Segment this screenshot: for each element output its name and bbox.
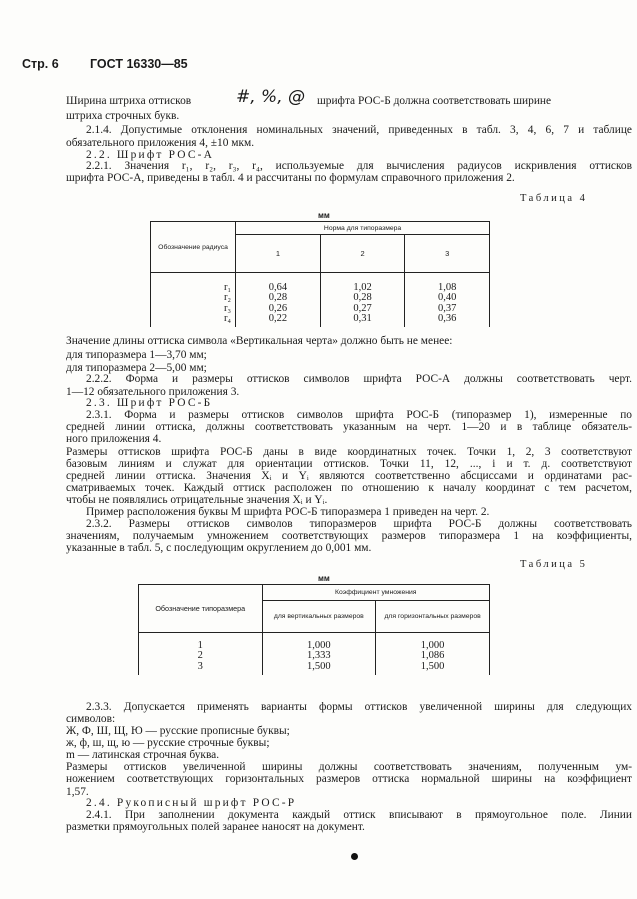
table-4-col-label: Обозначение радиуса <box>151 222 236 273</box>
table-row: r₂ 0,28 0,28 0,40 <box>151 293 490 304</box>
para-2-3-3-line5: m — латинская строчная буква. <box>66 749 220 761</box>
table-5-group-label: Коэффициент умножения <box>262 585 490 601</box>
table-5-unit: мм <box>318 574 330 583</box>
table-4 <box>150 221 490 327</box>
table-5-sub-horizontal: для горизонтальных размеров <box>376 601 490 633</box>
para-2-3-2-line3: указанные в табл. 5, с последующим округлением до 0,001 мм. <box>66 542 372 554</box>
para-2-3-1-line9: Пример расположения буквы М шрифта РОС-Б типоразмера 1 приведен на черт. 2. <box>86 506 490 518</box>
para-2-3-3-line7: ножением соответствующих горизонтальных размеров оттиска нормальной ширины на коэффициент <box>66 773 632 785</box>
table-row: r₁ 0,64 1,02 1,08 <box>151 283 490 294</box>
table-row: 3 1,500 1,500 <box>139 662 490 673</box>
table-row: 2 1,333 1,086 <box>139 651 490 662</box>
section-2-3-title: 2.3. Шрифт РОС-Б <box>86 397 213 409</box>
page-number: Стр. 6 <box>22 57 59 71</box>
table-row: r₄ 0,22 0,31 0,36 <box>151 314 490 325</box>
table-5 <box>138 584 490 675</box>
note-line2: для типоразмера 1—3,70 мм; <box>66 349 207 361</box>
table-5-caption: Таблица 5 <box>520 559 588 570</box>
para-2-1-4-line1: 2.1.4. Допустимые отклонения номинальных значений, приведенных в табл. 3, 4, 6, 7 и таблице <box>86 124 632 136</box>
para-2-3-1-line6: средней линии оттиска. Значения Xᵢ и Yᵢ являются соответственно абсциссами и ординатами рас- <box>66 470 632 482</box>
table-row: 1 1,000 1,000 <box>139 641 490 652</box>
para-2-2-2-line1: 2.2.2. Форма и размеры оттисков символов шрифта РОС-А должны соответствовать черт. <box>86 373 632 385</box>
para-2-3-1-line4: Размеры оттисков шрифта РОС-Б даны в виде координатных точек. Точки 1, 2, 3 соответствуют <box>66 446 632 458</box>
para-2-3-1-line1: 2.3.1. Форма и размеры оттисков символов шрифта РОС-Б (типоразмер 1), измеренные по <box>86 409 632 421</box>
p1-text-b: шрифта РОС-Б должна соответствовать ширине <box>317 95 552 107</box>
para-2-3-3-line3: Ж, Ф, Ш, Щ, Ю — русские прописные буквы; <box>66 725 290 737</box>
standard-number: ГОСТ 16330—85 <box>90 57 188 71</box>
para-2-3-3-line2: символов: <box>66 713 116 725</box>
p1-text-a: Ширина штриха оттисков <box>66 95 192 107</box>
para-2-3-2-line2: значениям, получаемым умножением соответствующих размеров типоразмера 1 на коэффициенты, <box>66 530 632 542</box>
page-dot-mark <box>351 853 358 860</box>
para-2-3-2-line1: 2.3.2. Размеры оттисков символов типоразмеров шрифта РОС-Б должны соответствовать <box>86 518 632 530</box>
para-2-3-1-line5: базовым линиям и служат для ориентации оттисков. Точки 11, 12, ..., i и т. д. соответствуют <box>66 458 632 470</box>
para-2-1-4-line2: обязательного приложения 4, ±10 мкм. <box>66 137 255 149</box>
para-2-3-1-line7: сматриваемых точек. Каждый оттиск расположен по отношению к началу координат с тем расчетом, <box>66 482 632 494</box>
note-line1: Значение длины оттиска символа «Вертикальная черта» должно быть не менее: <box>66 335 453 347</box>
p1-text-c: штриха строчных букв. <box>66 110 180 122</box>
para-2-4-1-line2: разметки прямоугольных полей заранее наносят на документ. <box>66 821 365 833</box>
para-2-2-1-line2: шрифта РОС-А, приведены в табл. 4 и рассчитаны по формулам справочного приложения 2. <box>66 172 515 184</box>
table-4-group-label: Норма для типоразмера <box>236 222 490 235</box>
table-4-size-2: 2 <box>320 235 405 273</box>
para-2-3-3-line8: 1,57. <box>66 786 89 798</box>
para-2-3-3-line1: 2.3.3. Допускается применять варианты формы оттисков увеличенной ширины для следующих <box>86 701 632 713</box>
table-4-size-3: 3 <box>405 235 490 273</box>
table-4-unit: мм <box>318 211 330 220</box>
table-4-caption: Таблица 4 <box>520 193 588 204</box>
para-2-3-1-line2: средней линии оттиска, должны соответствовать указанным на черт. 1—20 и в таблице обязатель- <box>66 421 632 433</box>
para-2-3-3-line4: ж, ф, ш, щ, ю — русские строчные буквы; <box>66 737 270 749</box>
para-2-3-3-line6: Размеры оттисков увеличенной ширины должны соответствовать значениям, полученным ум- <box>66 761 632 773</box>
note-line3: для типоразмера 2—5,00 мм; <box>66 362 207 374</box>
table-5-sub-vertical: для вертикальных размеров <box>262 601 376 633</box>
para-2-3-1-line8: чтобы не появлялись отрицательные значения Xᵢ и Yᵢ. <box>66 494 328 506</box>
table-row: r₃ 0,26 0,27 0,37 <box>151 304 490 315</box>
para-2-2-1-line1: 2.2.1. Значения r₁, r₂, r₃, r₄, используемые для вычисления радиусов искривления оттисков <box>86 160 632 172</box>
section-2-4-title: 2.4. Рукописный шрифт РОС-Р <box>86 797 297 809</box>
table-5-col-label: Обозначение типоразмера <box>139 585 263 633</box>
para-2-2-2-line2: 1—12 обязательного приложения 3. <box>66 386 240 398</box>
table-4-size-1: 1 <box>236 235 321 273</box>
para-2-4-1-line1: 2.4.1. При заполнении документа каждый оттиск вписывают в прямоугольное поле. Линии <box>86 809 632 821</box>
section-2-2-title: 2.2. Шрифт РОС-А <box>86 149 215 161</box>
para-2-3-1-line3: ного приложения 4. <box>66 433 162 445</box>
